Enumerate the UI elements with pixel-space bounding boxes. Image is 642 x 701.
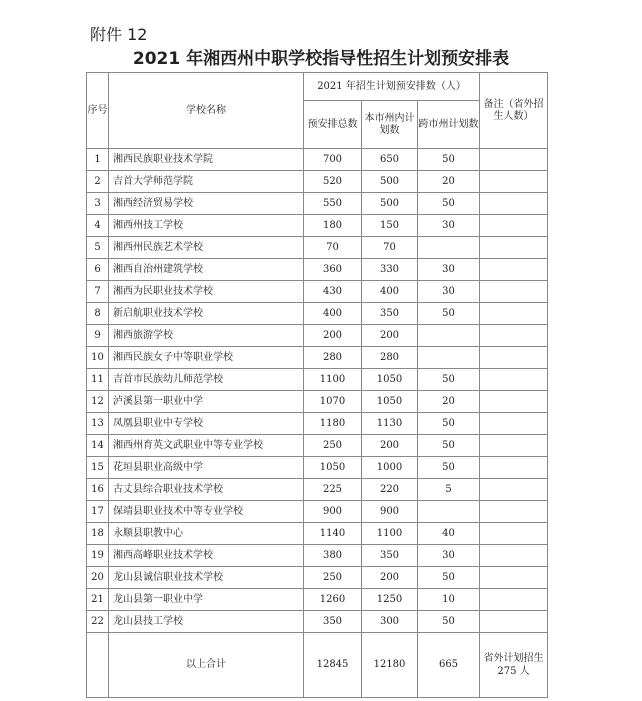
row-school-name: 湘西州育英文武职业中等专业学校 (109, 435, 304, 457)
row-cross-state: 5 (418, 479, 480, 501)
row-total: 360 (304, 259, 362, 281)
row-seq: 1 (87, 149, 109, 171)
table-row (87, 567, 548, 589)
summary-note: 省外计划招生 275 人 (480, 633, 548, 698)
row-school-name: 泸溪县第一职业中学 (109, 391, 304, 413)
row-school-name: 保靖县职业技术中等专业学校 (109, 501, 304, 523)
table-row (87, 589, 548, 611)
row-seq: 20 (87, 567, 109, 589)
row-total: 180 (304, 215, 362, 237)
row-cross-state: 40 (418, 523, 480, 545)
row-cross-state: 20 (418, 391, 480, 413)
attachment-label: 附件 12 (90, 25, 148, 44)
summary-seq-cell (87, 633, 109, 698)
row-seq: 11 (87, 369, 109, 391)
table-row (87, 193, 548, 215)
row-note (480, 567, 548, 589)
header-in-state: 本市州内计划数 (362, 101, 418, 149)
table-row (87, 413, 548, 435)
row-in-state: 220 (362, 479, 418, 501)
row-in-state: 350 (362, 303, 418, 325)
row-cross-state: 50 (418, 413, 480, 435)
row-school-name: 龙山县技工学校 (109, 611, 304, 633)
row-note (480, 347, 548, 369)
document-title: 2021 年湘西州中职学校指导性招生计划预安排表 (132, 49, 510, 69)
row-cross-state: 50 (418, 435, 480, 457)
row-in-state: 400 (362, 281, 418, 303)
table-row (87, 149, 548, 171)
summary-label: 以上合计 (109, 633, 304, 698)
table-row (87, 303, 548, 325)
row-total: 1070 (304, 391, 362, 413)
row-total: 700 (304, 149, 362, 171)
row-school-name: 吉首市民族幼儿师范学校 (109, 369, 304, 391)
row-cross-state: 30 (418, 545, 480, 567)
row-total: 280 (304, 347, 362, 369)
row-note (480, 501, 548, 523)
row-note (480, 237, 548, 259)
row-note (480, 545, 548, 567)
row-in-state: 500 (362, 171, 418, 193)
row-in-state: 1050 (362, 391, 418, 413)
row-total: 1180 (304, 413, 362, 435)
table-row (87, 479, 548, 501)
row-cross-state (418, 501, 480, 523)
summary-cross-state: 665 (418, 633, 480, 698)
row-total: 400 (304, 303, 362, 325)
row-in-state: 350 (362, 545, 418, 567)
enrollment-plan-table (86, 72, 548, 698)
row-school-name: 湘西州民族艺术学校 (109, 237, 304, 259)
row-school-name: 湘西经济贸易学校 (109, 193, 304, 215)
row-cross-state: 20 (418, 171, 480, 193)
row-seq: 9 (87, 325, 109, 347)
row-total: 70 (304, 237, 362, 259)
row-seq: 4 (87, 215, 109, 237)
table-row (87, 325, 548, 347)
row-cross-state: 30 (418, 259, 480, 281)
row-total: 1050 (304, 457, 362, 479)
row-school-name: 永顺县职教中心 (109, 523, 304, 545)
row-total: 1140 (304, 523, 362, 545)
row-total: 520 (304, 171, 362, 193)
row-note (480, 215, 548, 237)
row-cross-state (418, 325, 480, 347)
row-cross-state: 50 (418, 611, 480, 633)
row-seq: 22 (87, 611, 109, 633)
row-note (480, 303, 548, 325)
row-school-name: 湘西旅游学校 (109, 325, 304, 347)
row-in-state: 330 (362, 259, 418, 281)
row-total: 1100 (304, 369, 362, 391)
row-in-state: 1050 (362, 369, 418, 391)
header-school: 学校名称 (109, 73, 304, 149)
table-row (87, 281, 548, 303)
row-note (480, 611, 548, 633)
row-school-name: 古丈县综合职业技术学校 (109, 479, 304, 501)
row-total: 225 (304, 479, 362, 501)
row-seq: 3 (87, 193, 109, 215)
table-row (87, 501, 548, 523)
row-seq: 10 (87, 347, 109, 369)
row-note (480, 369, 548, 391)
header-plan-group: 2021 年招生计划预安排数（人） (304, 73, 480, 101)
row-school-name: 花垣县职业高级中学 (109, 457, 304, 479)
row-seq: 7 (87, 281, 109, 303)
row-note (480, 479, 548, 501)
row-note (480, 457, 548, 479)
row-total: 200 (304, 325, 362, 347)
row-seq: 12 (87, 391, 109, 413)
row-note (480, 435, 548, 457)
row-cross-state: 50 (418, 457, 480, 479)
row-cross-state: 50 (418, 303, 480, 325)
row-cross-state: 50 (418, 369, 480, 391)
row-school-name: 湘西为民职业技术学校 (109, 281, 304, 303)
row-in-state: 150 (362, 215, 418, 237)
row-note (480, 391, 548, 413)
row-seq: 2 (87, 171, 109, 193)
row-in-state: 1000 (362, 457, 418, 479)
summary-total: 12845 (304, 633, 362, 698)
row-seq: 17 (87, 501, 109, 523)
row-seq: 21 (87, 589, 109, 611)
row-note (480, 149, 548, 171)
row-seq: 16 (87, 479, 109, 501)
row-in-state: 280 (362, 347, 418, 369)
row-total: 900 (304, 501, 362, 523)
row-school-name: 湘西自治州建筑学校 (109, 259, 304, 281)
row-in-state: 200 (362, 325, 418, 347)
row-in-state: 900 (362, 501, 418, 523)
row-total: 380 (304, 545, 362, 567)
table-row (87, 435, 548, 457)
table-row (87, 611, 548, 633)
row-school-name: 湘西民族职业技术学院 (109, 149, 304, 171)
row-note (480, 193, 548, 215)
row-seq: 18 (87, 523, 109, 545)
row-total: 250 (304, 567, 362, 589)
row-school-name: 凤凰县职业中专学校 (109, 413, 304, 435)
summary-in-state: 12180 (362, 633, 418, 698)
table-row (87, 391, 548, 413)
row-cross-state: 50 (418, 149, 480, 171)
header-total: 预安排总数 (304, 101, 362, 149)
row-note (480, 523, 548, 545)
row-in-state: 300 (362, 611, 418, 633)
row-school-name: 湘西民族女子中等职业学校 (109, 347, 304, 369)
row-total: 250 (304, 435, 362, 457)
summary-row (87, 633, 548, 698)
header-note: 备注（省外招生人数） (480, 73, 548, 149)
row-seq: 5 (87, 237, 109, 259)
row-in-state: 200 (362, 567, 418, 589)
row-school-name: 龙山县第一职业中学 (109, 589, 304, 611)
row-note (480, 589, 548, 611)
row-in-state: 500 (362, 193, 418, 215)
table-row (87, 215, 548, 237)
row-school-name: 新启航职业技术学校 (109, 303, 304, 325)
row-cross-state: 50 (418, 567, 480, 589)
table-row (87, 545, 548, 567)
row-seq: 8 (87, 303, 109, 325)
table-row (87, 259, 548, 281)
table-row (87, 347, 548, 369)
row-cross-state (418, 237, 480, 259)
table-row (87, 369, 548, 391)
row-school-name: 吉首大学师范学院 (109, 171, 304, 193)
row-total: 430 (304, 281, 362, 303)
row-note (480, 281, 548, 303)
row-seq: 13 (87, 413, 109, 435)
row-in-state: 70 (362, 237, 418, 259)
table-row (87, 523, 548, 545)
row-cross-state (418, 347, 480, 369)
row-total: 350 (304, 611, 362, 633)
row-cross-state: 10 (418, 589, 480, 611)
row-cross-state: 30 (418, 281, 480, 303)
row-seq: 19 (87, 545, 109, 567)
table-row (87, 237, 548, 259)
row-in-state: 1130 (362, 413, 418, 435)
header-seq: 序号 (87, 73, 109, 149)
row-note (480, 325, 548, 347)
row-in-state: 1250 (362, 589, 418, 611)
row-school-name: 湘西州技工学校 (109, 215, 304, 237)
row-seq: 6 (87, 259, 109, 281)
table-row (87, 457, 548, 479)
table-row (87, 171, 548, 193)
row-cross-state: 30 (418, 215, 480, 237)
row-school-name: 湘西高峰职业技术学校 (109, 545, 304, 567)
row-seq: 15 (87, 457, 109, 479)
row-note (480, 413, 548, 435)
row-school-name: 龙山县诚信职业技术学校 (109, 567, 304, 589)
row-note (480, 171, 548, 193)
row-in-state: 200 (362, 435, 418, 457)
row-seq: 14 (87, 435, 109, 457)
row-cross-state: 50 (418, 193, 480, 215)
table-body (87, 149, 548, 633)
row-in-state: 1100 (362, 523, 418, 545)
row-total: 550 (304, 193, 362, 215)
row-total: 1260 (304, 589, 362, 611)
row-in-state: 650 (362, 149, 418, 171)
header-cross-state: 跨市州计划数 (418, 101, 480, 149)
row-note (480, 259, 548, 281)
